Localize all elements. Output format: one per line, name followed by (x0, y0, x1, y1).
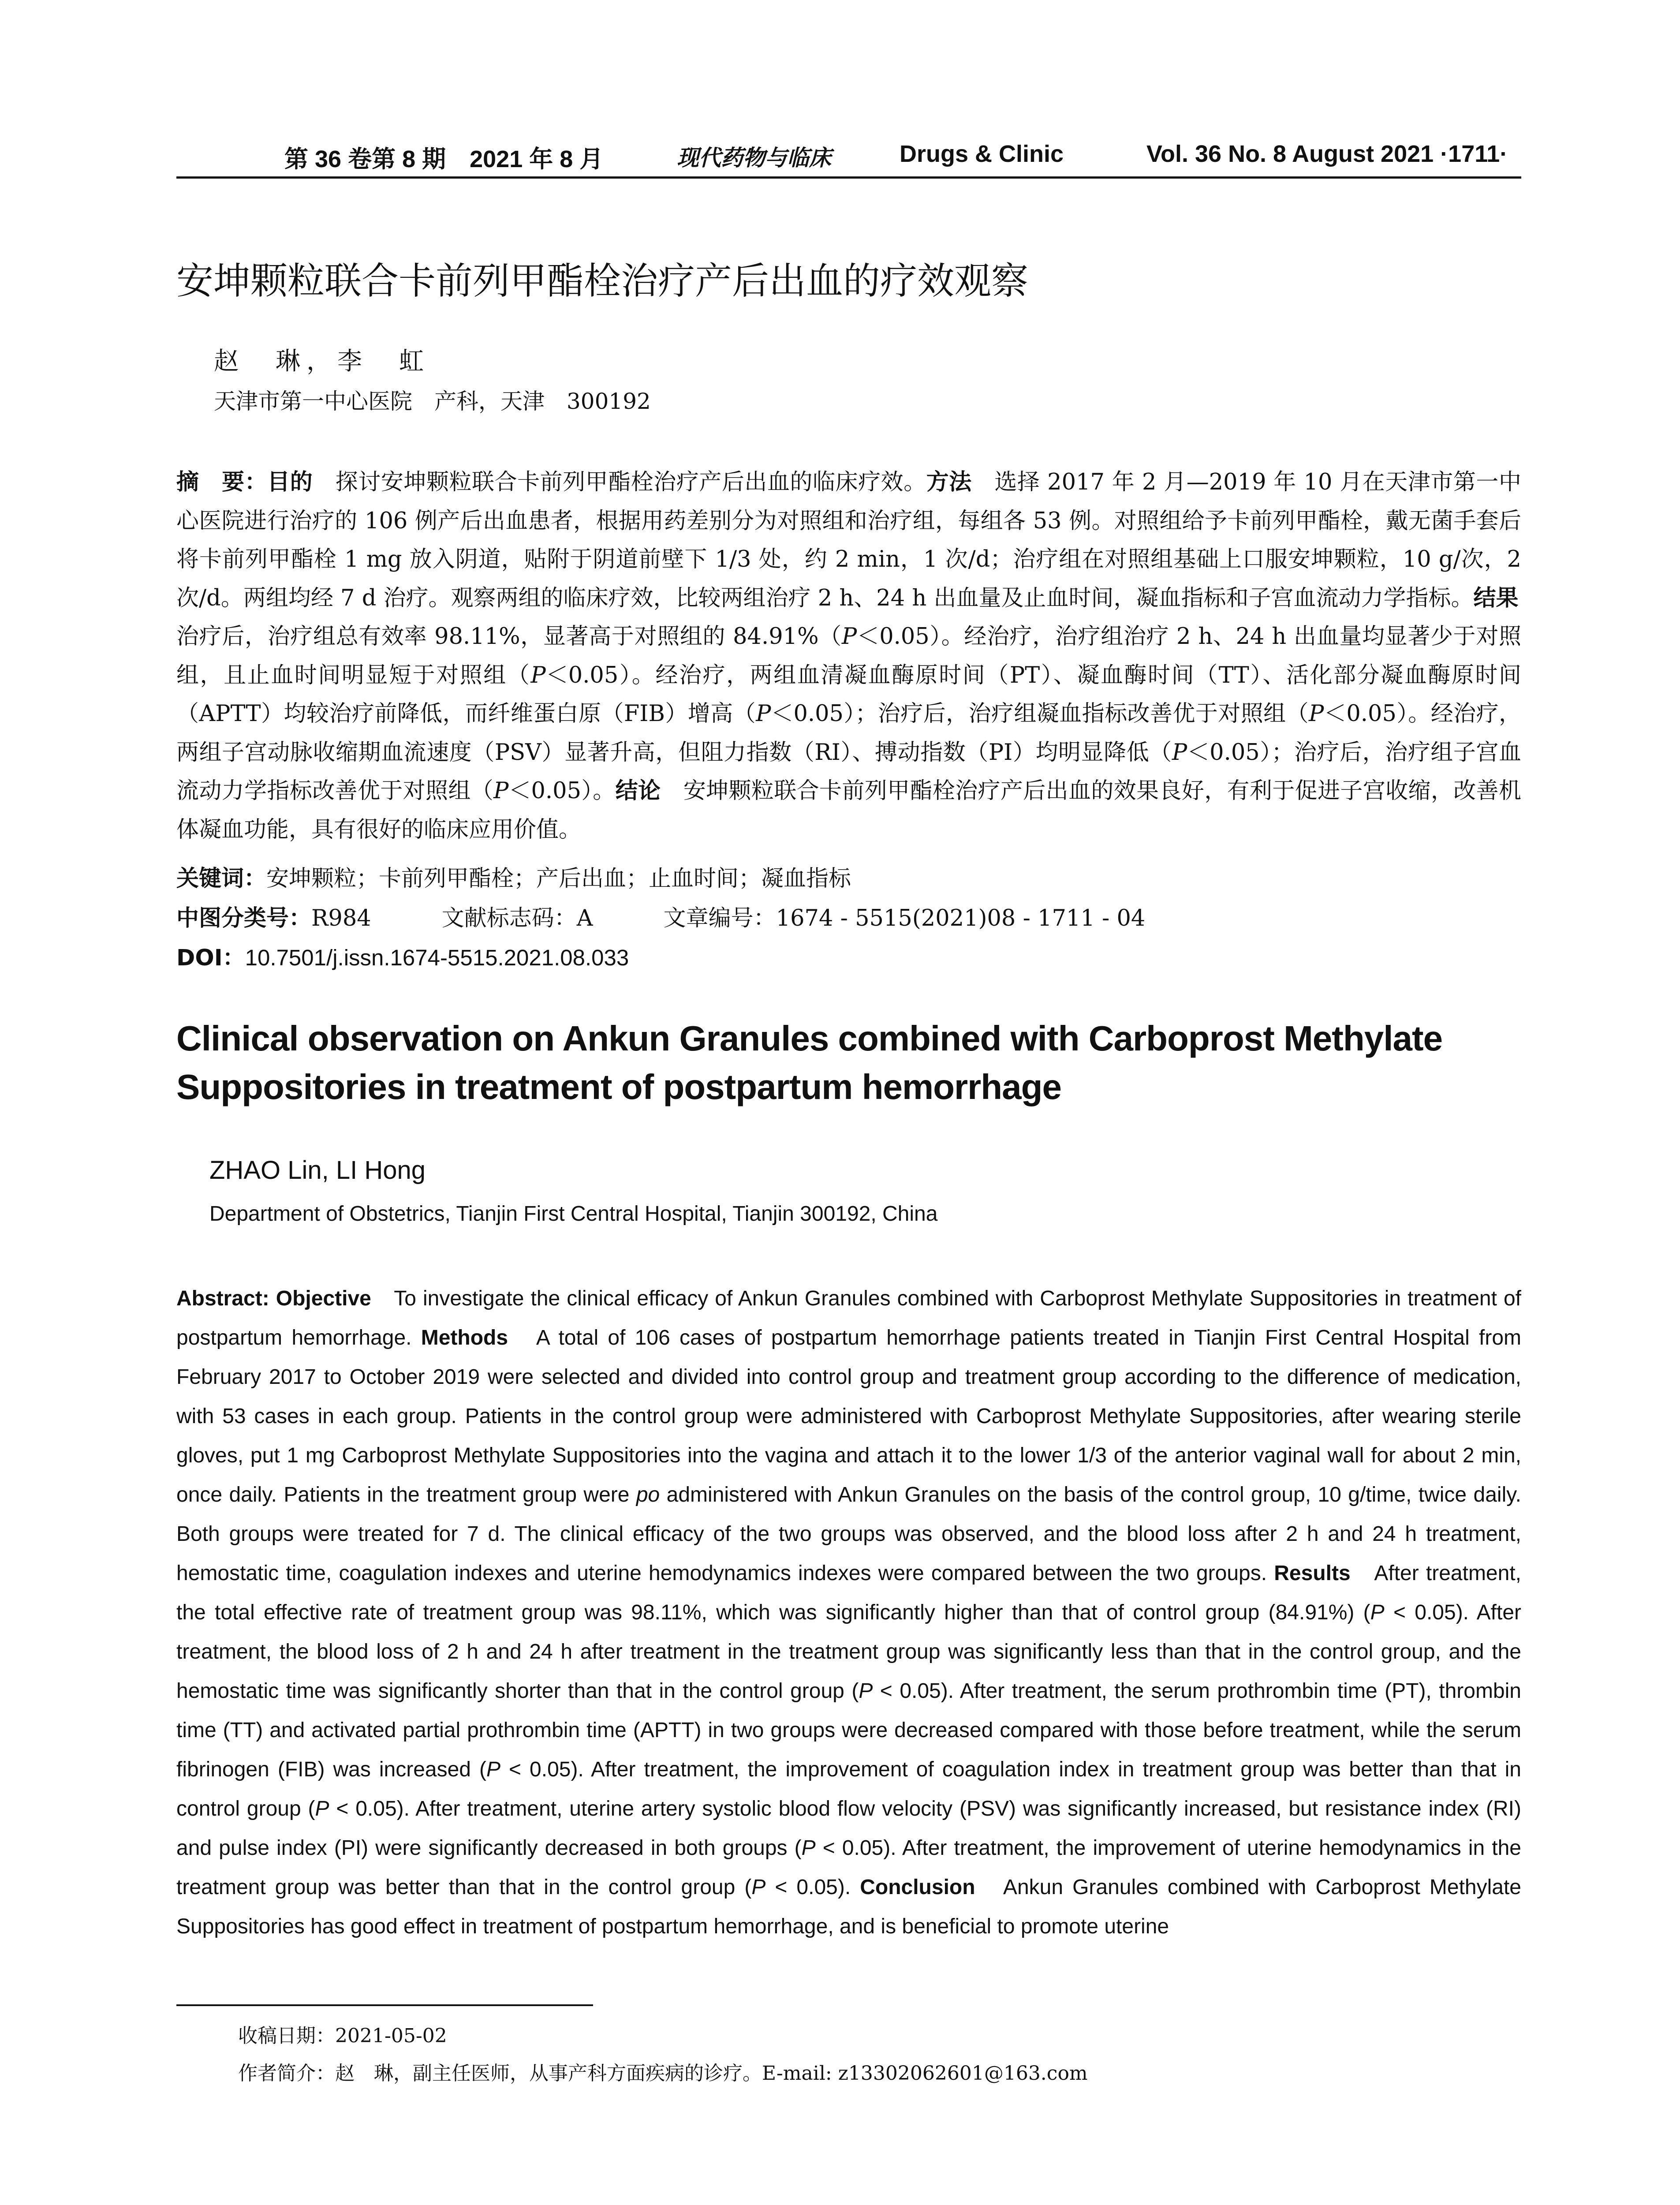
objective-label-en: Objective (276, 1287, 371, 1310)
results-text-en: < 0.05). After treatment, the improvement of coagulation index in treatment group was better than that in control group ( (176, 1758, 1521, 1820)
results-text-cn: 治疗后，治疗组总有效率 98.11%，显著高于对照组的 84.91%（ (176, 585, 1541, 650)
results-text-en: After treatment, the total effective rate of treatment group was 98.11%, which was significantly higher than that of control group (84.91%) ( (176, 1562, 1521, 1624)
p-value-symbol: P (1172, 739, 1187, 766)
authors-en: ZHAO Lin, LI Hong (209, 1156, 426, 1185)
results-label-en: Results (1274, 1562, 1351, 1585)
received-date: 收稿日期：2021-05-02 (238, 2025, 447, 2047)
results-text-cn: ＜0.05）。 (508, 778, 616, 804)
po-abbreviation: po (636, 1483, 660, 1506)
p-value-symbol: P (1309, 701, 1324, 727)
objective-label-cn: 目的 (267, 469, 313, 495)
p-value-symbol: P (1370, 1601, 1385, 1624)
doi-label: DOI： (176, 945, 245, 971)
results-text-en: < 0.05). After treatment, the blood loss of 2 h and 24 h after treatment in the treatment group was significantly less than that in the control group, and the hemostatic time was significantly shorter than that in the control group ( (176, 1601, 1522, 1703)
results-text-en: < 0.05). After treatment, uterine artery systolic blood flow velocity (PSV) was significantly increased, but resistance index (RI) and pulse index (PI) were significantly decreased in both groups ( (176, 1797, 1521, 1860)
results-text-en: < 0.05). (765, 1876, 851, 1899)
methods-text-en: administered with Ankun Granules on the basis of the control group, 10 g/time, twice daily. Both groups were treated for 7 d. The clinical efficacy of the two groups was observed, and the blood loss after 2 h and 24 h treatment, hemostatic time, coagulation indexes and uterine hemodynamics indexes were compared between the two groups. (176, 1483, 1521, 1585)
classification-line (176, 900, 1521, 932)
results-text-cn: ＜0.05）；治疗后，治疗组子宫血流动力学指标改善优于对照组（ (176, 739, 1521, 804)
objective-text-en: To investigate the clinical efficacy of Ankun Granules combined with Carboprost Methylate Suppositories in treatment of postpartum hemorrhage. (176, 1287, 1521, 1349)
header-rule (176, 176, 1521, 179)
results-text-en: < 0.05). After treatment, the serum prothrombin time (PT), thrombin time (TT) and activated partial prothrombin time (APTT) in two groups were decreased compared with those before treatment, while the serum fibrinogen (FIB) was increased ( (176, 1679, 1521, 1781)
conclusion-text-cn: 安坤颗粒联合卡前列甲酯栓治疗产后出血的效果良好，有利于促进子宫收缩，改善机体凝血功能，具有很好的临床应用价值。 (176, 778, 1521, 843)
conclusion-label-cn: 结论 (615, 778, 661, 804)
clc-label: 中图分类号： (176, 905, 312, 931)
abstract-label-en: Abstract: (176, 1287, 269, 1310)
doi-link[interactable]: 10.7501/j.issn.1674-5515.2021.08.033 (245, 945, 629, 970)
methods-label-cn: 方法 (926, 469, 972, 495)
p-value-symbol: P (751, 1876, 766, 1899)
header-journal-name-en: Drugs & Clinic (900, 141, 1064, 167)
clc-code: R984 (311, 905, 371, 931)
header-journal-name-cn: 现代药物与临床 (677, 145, 831, 171)
conclusion-text-en: Ankun Granules combined with Carboprost Methylate Suppositories has good effect in treatment of postpartum hemorrhage, and is beneficial to promote uterine (176, 1876, 1521, 1938)
affiliation-cn: 天津市第一中心医院 产科，天津 300192 (214, 389, 651, 414)
keywords-text-cn: 安坤颗粒；卡前列甲酯栓；产后出血；止血时间；凝血指标 (266, 866, 851, 892)
doc-code: A (576, 905, 593, 931)
methods-text-en: A total of 106 cases of postpartum hemorrhage patients treated in Tianjin First Central Hospital from February 2017 to October 2019 were selected and divided into control group and treatment group according to the difference of medication, with 53 cases in each group. Patients in the control group were administered with Carboprost Methylate Suppositories, after wearing sterile gloves, put 1 mg Carboprost Methylate Suppositories into the vagina and attach it to the lower 1/3 of the anterior vaginal wall for about 2 min, once daily. Patients in the treatment group were (176, 1326, 1522, 1506)
article-id: 1674 - 5515(2021)08 - 1711 - 04 (776, 905, 1146, 931)
methods-label-en: Methods (421, 1326, 508, 1349)
article-title-en: Clinical observation on Ankun Granules combined with Carboprost Methylate Suppositories in treatment of postpartum hemorrhage (176, 1019, 1443, 1106)
affiliation-en: Department of Obstetrics, Tianjin First Central Hospital, Tianjin 300192, China (209, 1202, 938, 1226)
doc-code-label: 文献标志码： (441, 905, 577, 931)
results-text-cn: ＜0.05）。经治疗，两组子宫动脉收缩期血流速度（PSV）显著升高，但阻力指数（RI）、搏动指数（PI）均明显降低（ (176, 701, 1522, 766)
authors-cn: 赵 琳，李 虹 (214, 347, 430, 376)
abstract-cn (176, 463, 1541, 849)
results-text-cn: ＜0.05）。经治疗，两组血清凝血酶原时间（PT）、凝血酶时间（TT）、活化部分凝血酶原时间（APTT）均较治疗前降低，而纤维蛋白原（FIB）增高（ (176, 662, 1521, 727)
running-header (176, 140, 1521, 176)
doi-line (176, 939, 1521, 972)
methods-text-cn: 选择 2017 年 2 月—2019 年 10 月在天津市第一中心医院进行治疗的 106 例产后出血患者，根据用药差别分为对照组和治疗组，每组各 53 例。对照组给予卡前列甲酯栓，戴无菌手套后将卡前列甲酯栓 1 mg 放入阴道，贴附于阴道前壁下 1/3 处，约 2 min，1 次/d；治疗组在对照组基础上口服安坤颗粒，10 g/次，2 次/d。两组均经 7 d 治疗。观察两组的临床疗效，比较两组治疗 2 h、24 h 出血量及止血时间，凝血指标和子宫血流动力学指标。 (176, 469, 1521, 611)
p-value-symbol: P (841, 624, 857, 650)
header-volume-page: Vol. 36 No. 8 August 2021 ·1711· (1146, 141, 1508, 167)
results-label-cn: 结果 (1473, 585, 1519, 611)
p-value-symbol: P (315, 1797, 329, 1820)
p-value-symbol: P (801, 1836, 816, 1860)
p-value-symbol: P (859, 1679, 873, 1703)
author-bio: 作者简介：赵 琳，副主任医师，从事产科方面疾病的诊疗。E-mail: z13302062601@163.com (238, 2062, 1088, 2085)
results-text-cn: ＜0.05）；治疗后，治疗组凝血指标改善优于对照组（ (771, 701, 1309, 727)
p-value-symbol: P (756, 701, 771, 727)
header-issue-cn: 第 36 卷第 8 期 2021 年 8 月 (284, 146, 604, 172)
article-id-label: 文章编号： (663, 905, 776, 931)
footnote-rule (176, 2004, 593, 2006)
results-text-en: < 0.05). After treatment, the improvement of uterine hemodynamics in the treatment group was better than that in the control group ( (176, 1836, 1521, 1899)
keywords-cn (176, 860, 1521, 893)
conclusion-label-en: Conclusion (860, 1876, 975, 1899)
article-title-cn: 安坤颗粒联合卡前列甲酯栓治疗产后出血的疗效观察 (176, 259, 1029, 303)
abstract-en (176, 1279, 1521, 1946)
p-value-symbol: P (530, 662, 546, 688)
abstract-label-cn: 摘 要： (176, 469, 268, 495)
results-text-cn: ＜0.05）。经治疗，治疗组治疗 2 h、24 h 出血量均显著少于对照组，且止血时间明显短于对照组（ (176, 624, 1521, 688)
objective-text-cn: 探讨安坤颗粒联合卡前列甲酯栓治疗产后出血的临床疗效。 (313, 469, 926, 495)
p-value-symbol: P (493, 778, 509, 804)
p-value-symbol: P (486, 1758, 500, 1781)
keywords-label-cn: 关键词： (176, 866, 267, 892)
